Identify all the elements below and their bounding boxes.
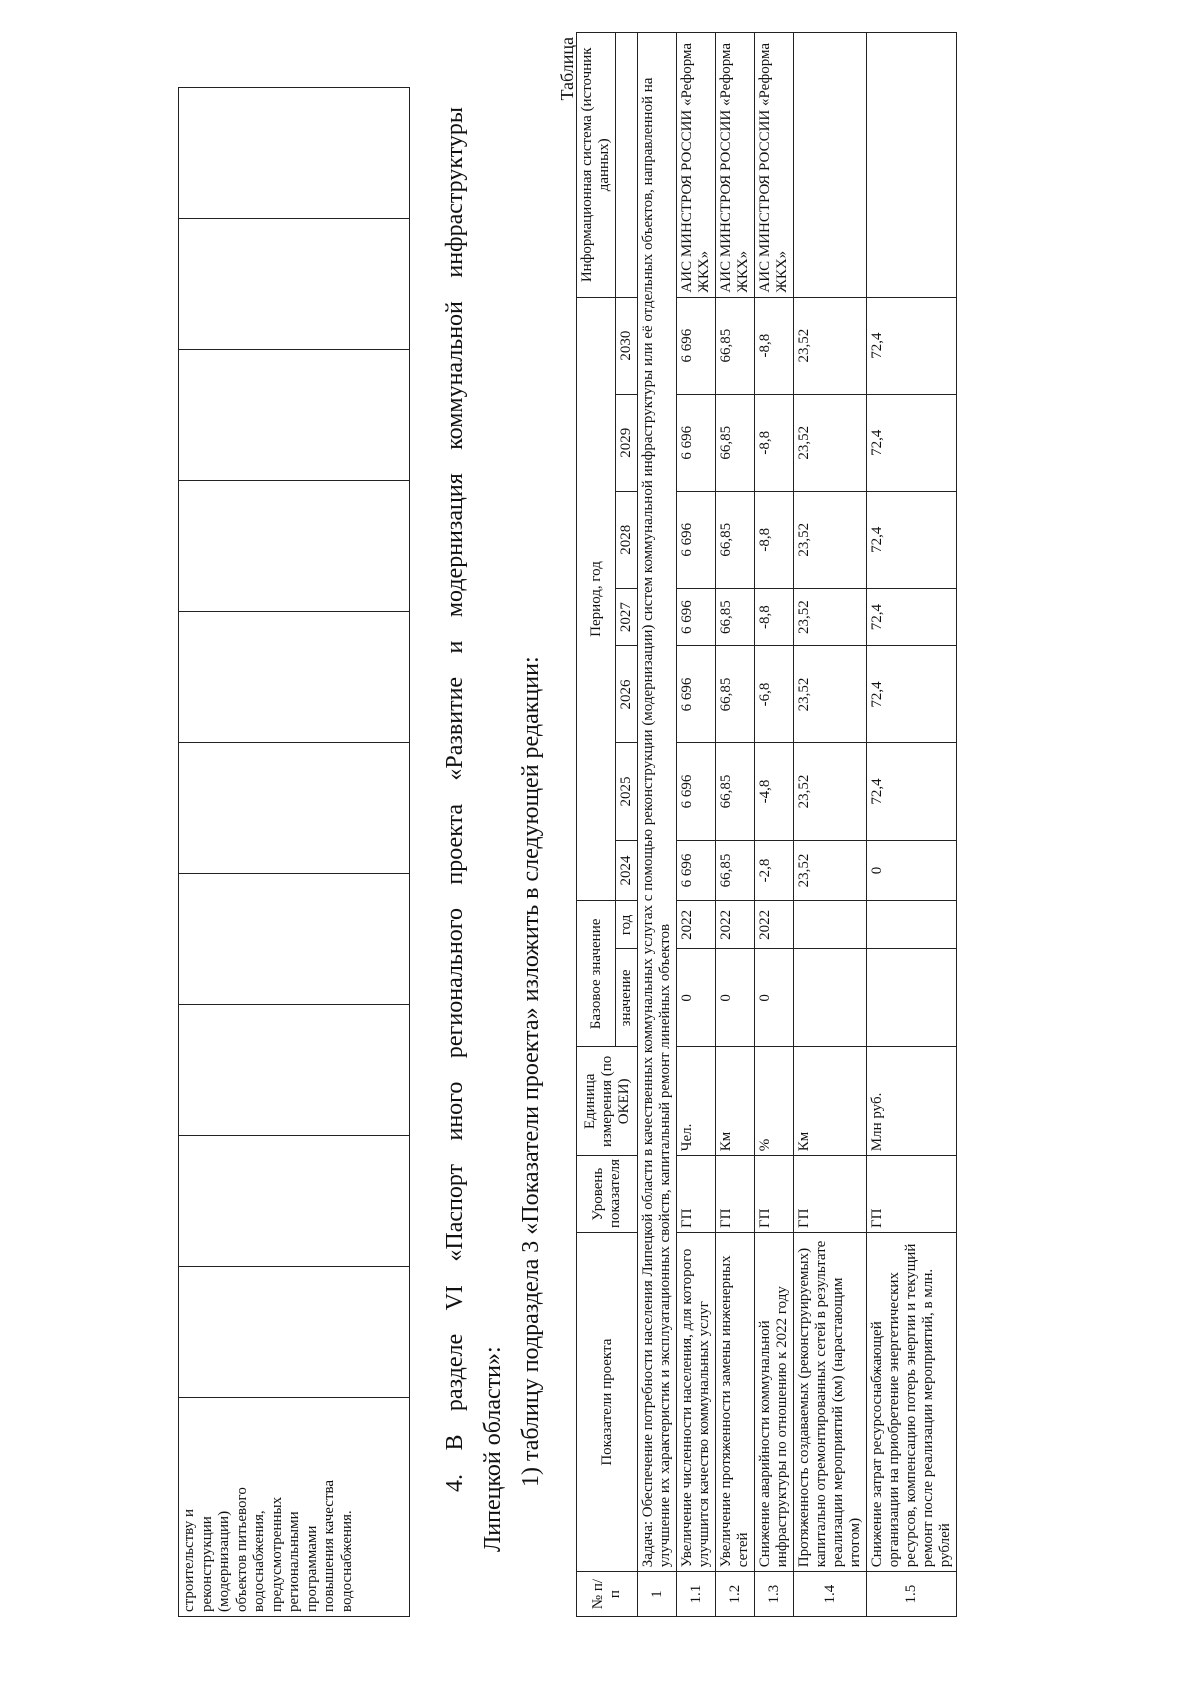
period-value: 6 696: [677, 588, 716, 646]
indicator-unit: %: [755, 1047, 794, 1156]
column-header-base-value-value: значение: [616, 949, 638, 1047]
empty-cell: [179, 481, 410, 612]
cell-text-line: объектов питьевого: [233, 1487, 250, 1612]
base-value: 0: [677, 949, 716, 1047]
task-description: Задача: Обеспечение потребности населения Липецкой области в качественных коммунальных услугах с помощью реконструкции (модернизации) систем коммунальной инфраструктуры или её отдельных объектов, направленной на улучшение их характеристик и эксплуатационных свойств, капитальный ремонт линейных объектов: [638, 33, 677, 1572]
indicator-level: ГП: [794, 1156, 867, 1233]
period-value: 66,85: [716, 588, 755, 646]
period-value: 66,85: [716, 840, 755, 901]
indicator-name: Увеличение численности населения, для которого улучшится качество коммунальных услуг: [677, 1233, 716, 1572]
data-source: АИС МИНСТРОЯ РОССИИ «Реформа ЖКХ»: [677, 33, 716, 298]
table-caption: Таблица: [557, 37, 577, 101]
column-header-level: Уровень показателя: [577, 1156, 638, 1233]
period-value: 66,85: [716, 297, 755, 394]
period-value: 23,52: [794, 840, 867, 901]
period-value: 23,52: [794, 394, 867, 491]
cell-text-line: (модернизации): [216, 1510, 232, 1612]
cell-text-line: региональными: [286, 1511, 302, 1612]
data-source: АИС МИНСТРОЯ РОССИИ «Реформа ЖКХ»: [716, 33, 755, 298]
period-value: -8,8: [755, 588, 794, 646]
base-year: [867, 901, 957, 949]
empty-cell: [179, 1136, 410, 1267]
period-value: 23,52: [794, 646, 867, 743]
column-header-source: Информационная система (источник данных): [577, 33, 616, 298]
empty-cell: [179, 743, 410, 874]
row-number: 1.5: [867, 1572, 957, 1617]
period-value: 72,4: [867, 297, 957, 394]
indicator-level: ГП: [716, 1156, 755, 1233]
empty-cell: [179, 88, 410, 219]
base-value: 0: [755, 949, 794, 1047]
period-value: -8,8: [755, 394, 794, 491]
table-row: [867, 33, 957, 1617]
column-header-num: № п/п: [577, 1572, 638, 1617]
indicator-level: ГП: [755, 1156, 794, 1233]
data-source: АИС МИНСТРОЯ РОССИИ «Реформа ЖКХ»: [755, 33, 794, 298]
empty-cell: [179, 1005, 410, 1136]
base-year: [794, 901, 867, 949]
table-header-row: [577, 33, 616, 1617]
period-value: 6 696: [677, 394, 716, 491]
base-year: 2022: [716, 901, 755, 949]
period-value: 6 696: [677, 743, 716, 840]
empty-cell: [179, 350, 410, 481]
base-value: 0: [716, 949, 755, 1047]
indicator-level: ГП: [677, 1156, 716, 1233]
period-value: 6 696: [677, 297, 716, 394]
column-header-indicator: Показатели проекта: [577, 1233, 638, 1572]
period-value: 23,52: [794, 491, 867, 588]
period-value: 66,85: [716, 743, 755, 840]
column-header-year: 2025: [616, 743, 638, 840]
cell-text-line: предусмотренных: [268, 1496, 285, 1612]
column-header-year: 2027: [616, 588, 638, 646]
data-source: [867, 33, 957, 298]
empty-cell: [179, 1267, 410, 1398]
table-row: [755, 33, 794, 1617]
period-value: 72,4: [867, 588, 957, 646]
indicator-unit: Чел.: [677, 1047, 716, 1156]
period-value: 72,4: [867, 491, 957, 588]
column-header-year: 2026: [616, 646, 638, 743]
row-number: 1.1: [677, 1572, 716, 1617]
period-value: 0: [867, 840, 957, 901]
cell-text-line: программами: [303, 1525, 320, 1612]
table-row: [677, 33, 716, 1617]
empty-cell: [179, 874, 410, 1005]
column-header-base-value: Базовое значение: [577, 901, 616, 1047]
column-header-year: 2024: [616, 840, 638, 901]
period-value: 23,52: [794, 588, 867, 646]
row-number: 1.4: [794, 1572, 867, 1617]
indicator-name: Снижение аварийности коммунальной инфраструктуры по отношению к 2022 году: [755, 1233, 794, 1572]
cell-text-line: водоснабжения.: [338, 1510, 355, 1612]
base-value: [867, 949, 957, 1047]
cell-text-line: водоснабжения,: [251, 1510, 267, 1612]
table-row: [716, 33, 755, 1617]
section-heading-continuation: Липецкой области»:: [480, 1346, 506, 1552]
period-value: -2,8: [755, 840, 794, 901]
column-header-year: 2028: [616, 491, 638, 588]
period-value: -6,8: [755, 646, 794, 743]
cell-text-line: строительству и: [181, 1508, 197, 1612]
indicator-name: Увеличение протяженности замены инженерных сетей: [716, 1233, 755, 1572]
previous-page-table-fragment: [178, 87, 410, 1617]
period-value: 72,4: [867, 646, 957, 743]
base-year: 2022: [677, 901, 716, 949]
column-header-unit: Единица измерения (по ОКЕИ): [577, 1047, 638, 1156]
base-value: [794, 949, 867, 1047]
cell-text-line: повышения качества: [321, 1479, 337, 1612]
period-value: 66,85: [716, 491, 755, 588]
period-value: -4,8: [755, 743, 794, 840]
period-value: -8,8: [755, 491, 794, 588]
period-value: 23,52: [794, 743, 867, 840]
period-value: -8,8: [755, 297, 794, 394]
period-value: 6 696: [677, 491, 716, 588]
column-header-source-empty: [616, 33, 638, 298]
row-number: 1: [638, 1572, 677, 1617]
period-value: 66,85: [716, 646, 755, 743]
column-header-year: 2030: [616, 297, 638, 394]
row-number: 1.3: [755, 1572, 794, 1617]
period-value: 6 696: [677, 840, 716, 901]
project-indicators-table: [576, 32, 957, 1617]
table-cell: [179, 1398, 410, 1617]
data-source: [794, 33, 867, 298]
row-number: 1.2: [716, 1572, 755, 1617]
column-header-year: 2029: [616, 394, 638, 491]
column-header-period: Период, год: [577, 297, 616, 901]
indicator-level: ГП: [867, 1156, 957, 1233]
period-value: 72,4: [867, 394, 957, 491]
base-year: 2022: [755, 901, 794, 949]
task-row: [638, 33, 677, 1617]
indicator-unit: Км: [794, 1047, 867, 1156]
indicator-name: Снижение затрат ресурсоснабжающей организации на приобретение энергетических ресурсов, компенсацию потерь энергии и текущий ремонт после реализации мероприятий, в млн. рублей: [867, 1233, 957, 1572]
cell-text-line: реконструкции: [198, 1516, 215, 1612]
indicator-name: Протяженность создаваемых (реконструируемых) капитально отремонтированных сетей в результате реализации мероприятий (км) (нарастающим итогом): [794, 1233, 867, 1572]
column-header-base-value-year: год: [616, 901, 638, 949]
amendment-item-text: 1) таблицу подраздела 3 «Показатели проекта» изложить в следующей редакции:: [518, 656, 544, 1487]
period-value: 23,52: [794, 297, 867, 394]
period-value: 66,85: [716, 394, 755, 491]
empty-cell: [179, 612, 410, 743]
empty-cell: [179, 219, 410, 350]
section-heading: 4. В разделе VI «Паспорт иного регионального проекта «Развитие и модернизация коммунальной инфраструктуры: [442, 107, 468, 1492]
indicator-unit: Км: [716, 1047, 755, 1156]
table-row: [179, 88, 410, 1617]
table-row: [794, 33, 867, 1617]
period-value: 6 696: [677, 646, 716, 743]
indicator-unit: Млн руб.: [867, 1047, 957, 1156]
period-value: 72,4: [867, 743, 957, 840]
